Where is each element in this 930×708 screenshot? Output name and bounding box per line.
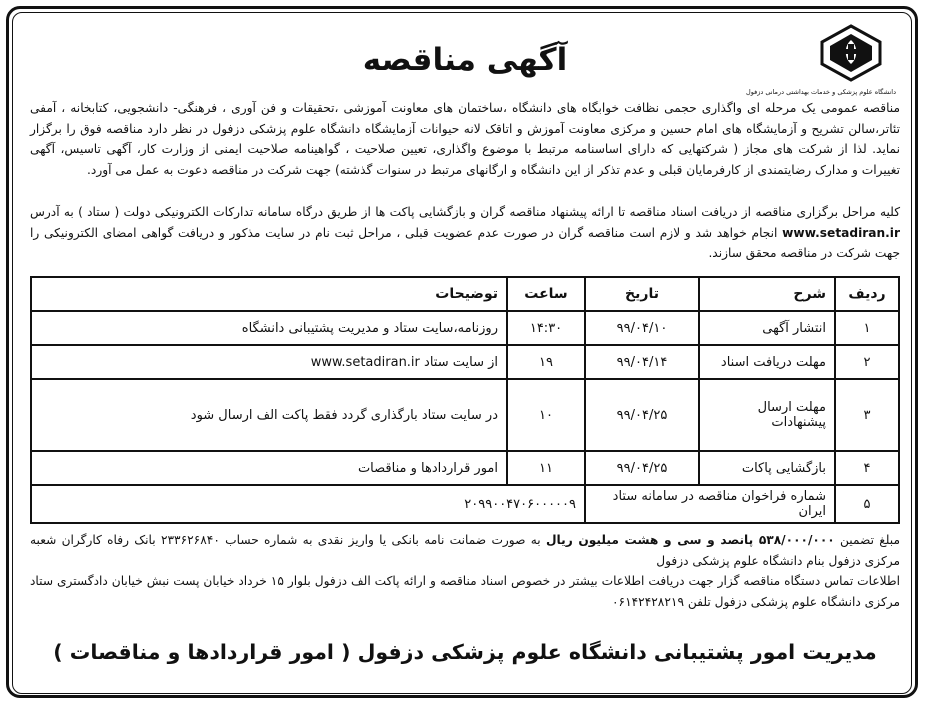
table-row [31,379,899,451]
row-index: ۱ [835,311,899,345]
row-date: ۹۹/۰۴/۲۵ [585,379,699,451]
table-row [31,451,899,485]
row-description: مهلت دریافت اسناد [699,345,835,379]
row-time: ۱۹ [507,345,585,379]
row-time: ۱۱ [507,451,585,485]
tender-number-value: ۲۰۹۹۰۰۴۷۰۶۰۰۰۰۰۹ [31,485,585,523]
row-index: ۴ [835,451,899,485]
table-header-row [31,277,899,311]
procedure-text-a: کلیه مراحل برگزاری مناقصه از دریافت اسناد مناقصه تا ارائه پیشنهاد مناقصه گران و بازگشایی پاکت ها از طریق درگاه سامانه تدارکات الکترونیکی دولت ( ستاد ) به آدرس [30,205,900,219]
row-index: ۵ [835,485,899,523]
row-description: بازگشایی پاکات [699,451,835,485]
header-time: ساعت [507,277,585,311]
row-description: انتشار آگهی [699,311,835,345]
guarantee-suffix: به صورت ضمانت نامه بانکی یا واریز نقدی به شماره حساب ۲۳۳۶۲۶۸۴۰ بانک رفاه کارگران شعبه مرکزی دزفول بنام دانشگاه علوم پزشکی دزفول [30,533,900,568]
setadiran-link[interactable]: www.setadiran.ir [782,225,900,240]
guarantee-prefix: مبلغ تضمین [840,533,900,547]
procedure-text-b: انجام خواهد شد و لازم است مناقصه گران در صورت عدم عضویت قبلی ، مراحل ثبت نام در سایت مذکور و دریافت گواهی امضای الکترونیکی را جهت شرکت در مناقصه محقق سازند. [30,225,900,260]
contact-paragraph: اطلاعات تماس دستگاه مناقصه گزار جهت دریافت اطلاعات بیشتر در خصوص اسناد مناقصه و ارائه پاکت الف دزفول بلوار ۱۵ خرداد خیابان پست نبش خیابان دادگستری ستاد مرکزی دانشگاه علوم پزشکی دزفول تلفن ۰۶۱۴۲۴۲۸۲۱۹ [30,574,900,609]
row-notes: از سایت ستاد www.setadiran.ir [31,345,507,379]
row-notes: روزنامه،سایت ستاد و مدیریت پشتیبانی دانشگاه [31,311,507,345]
header-description: شرح [699,277,835,311]
row-description: مهلت ارسال پیشنهادات [699,379,835,451]
row-time: ۱۴:۳۰ [507,311,585,345]
table-row [31,311,899,345]
row-date: ۹۹/۰۴/۲۵ [585,451,699,485]
row-notes: در سایت ستاد بارگذاری گردد فقط پاکت الف ارسال شود [31,379,507,451]
header-date: تاریخ [585,277,699,311]
procedure-paragraph [30,202,900,264]
intro-paragraph: مناقصه عمومی یک مرحله ای واگذاری حجمی نظافت خوابگاه های دانشگاه ،ساختمان های معاونت آموزشی ،تحقیقات و فن آوری ، فرهنگی- دانشجویی، کتابخانه ، آمفی تئاتر،سالن تشریح و آزمایشگاه های امام حسین و مرکزی معاونت آموزش و اتاقک لانه حیوانات آزمایشگاه دانشگاه علوم پزشکی دزفول در نظر دارد مناقصه فوق را برگزار نماید. لذا از شرکت های مجاز ( شرکتهایی که دارای اساسنامه مرتبط با موضوع واگذاری، تعیین صلاحیت ، گواهینامه صلاحیت ایمنی از وزارت کار، آگهی تاسیس، آگهی تغییرات و مدارک رضایتمندی از کارفرمایان قبلی و عدم تذکر از این دانشگاه و ارگانهای مرتبط در سنوات گذشته) جهت شرکت در مناقصه دعوت به عمل می آورد. [30,101,900,177]
row-index: ۲ [835,345,899,379]
footer-signature: مدیریت امور پشتیبانی دانشگاه علوم پزشکی دزفول ( امور قراردادها و مناقصات ) [53,640,877,664]
tender-number-label: شماره فراخوان مناقصه در سامانه ستاد ایران [585,485,835,523]
table-row [31,345,899,379]
row-notes: امور قراردادها و مناقصات [31,451,507,485]
row-index: ۳ [835,379,899,451]
guarantee-contact-section [30,530,900,612]
table-row-tender-number [31,485,899,523]
row-date: ۹۹/۰۴/۱۴ [585,345,699,379]
schedule-table [30,276,900,524]
row-date: ۹۹/۰۴/۱۰ [585,311,699,345]
logo-caption: دانشگاه علوم پزشکی و خدمات بهداشتی درمانی دزفول [746,88,896,96]
guarantee-paragraph [30,530,900,571]
page-title: آگهی مناقصه [362,42,568,78]
header-notes: توضیحات [31,277,507,311]
header-index: ردیف [835,277,899,311]
row-time: ۱۰ [507,379,585,451]
guarantee-amount: ۵۳۸/۰۰۰/۰۰۰ پانصد و سی و هشت میلیون ریال [545,533,835,547]
